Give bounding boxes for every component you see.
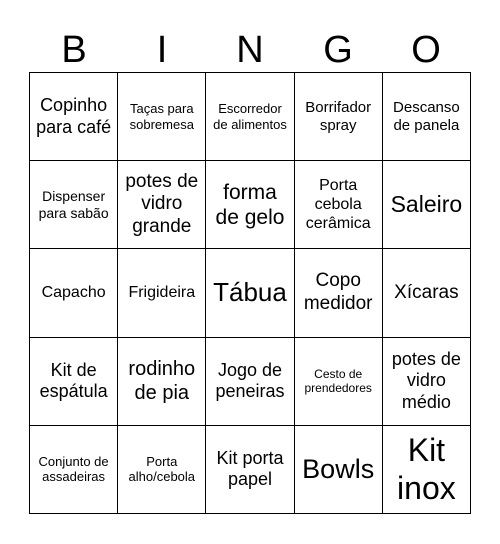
- header-letter-n: N: [236, 29, 264, 71]
- header-letter-b: B: [61, 29, 87, 71]
- bingo-cell[interactable]: Kit inox: [383, 426, 471, 514]
- header-letter-o: O: [411, 29, 441, 71]
- bingo-cell[interactable]: Porta cebola cerâmica: [295, 161, 383, 249]
- bingo-cell[interactable]: potes de vidro médio: [383, 338, 471, 426]
- bingo-cell[interactable]: Kit de espátula: [30, 338, 118, 426]
- bingo-cell[interactable]: Borrifador spray: [295, 73, 383, 161]
- header-letter-g: G: [323, 29, 353, 71]
- bingo-header: [30, 28, 472, 72]
- bingo-cell[interactable]: Capacho: [30, 249, 118, 337]
- bingo-cell[interactable]: Jogo de peneiras: [206, 338, 294, 426]
- bingo-cell[interactable]: Copinho para café: [30, 73, 118, 161]
- bingo-cell[interactable]: Conjunto de assadeiras: [30, 426, 118, 514]
- bingo-cell[interactable]: Frigideira: [118, 249, 206, 337]
- bingo-cell[interactable]: potes de vidro grande: [118, 161, 206, 249]
- bingo-cell[interactable]: rodinho de pia: [118, 338, 206, 426]
- bingo-cell[interactable]: Tábua: [206, 249, 294, 337]
- header-letter-i: I: [156, 29, 168, 71]
- bingo-cell[interactable]: Bowls: [295, 426, 383, 514]
- bingo-cell[interactable]: Escorredor de alimentos: [206, 73, 294, 161]
- bingo-cell[interactable]: Saleiro: [383, 161, 471, 249]
- bingo-cell[interactable]: Dispenser para sabão: [30, 161, 118, 249]
- bingo-cell[interactable]: Cesto de prendedores: [295, 338, 383, 426]
- bingo-grid: [29, 72, 471, 514]
- bingo-cell[interactable]: Taças para sobremesa: [118, 73, 206, 161]
- bingo-cell[interactable]: forma de gelo: [206, 161, 294, 249]
- bingo-cell[interactable]: Porta alho/cebola: [118, 426, 206, 514]
- bingo-cell[interactable]: Copo medidor: [295, 249, 383, 337]
- bingo-cell[interactable]: Xícaras: [383, 249, 471, 337]
- bingo-cell[interactable]: Kit porta papel: [206, 426, 294, 514]
- bingo-cell[interactable]: Descanso de panela: [383, 73, 471, 161]
